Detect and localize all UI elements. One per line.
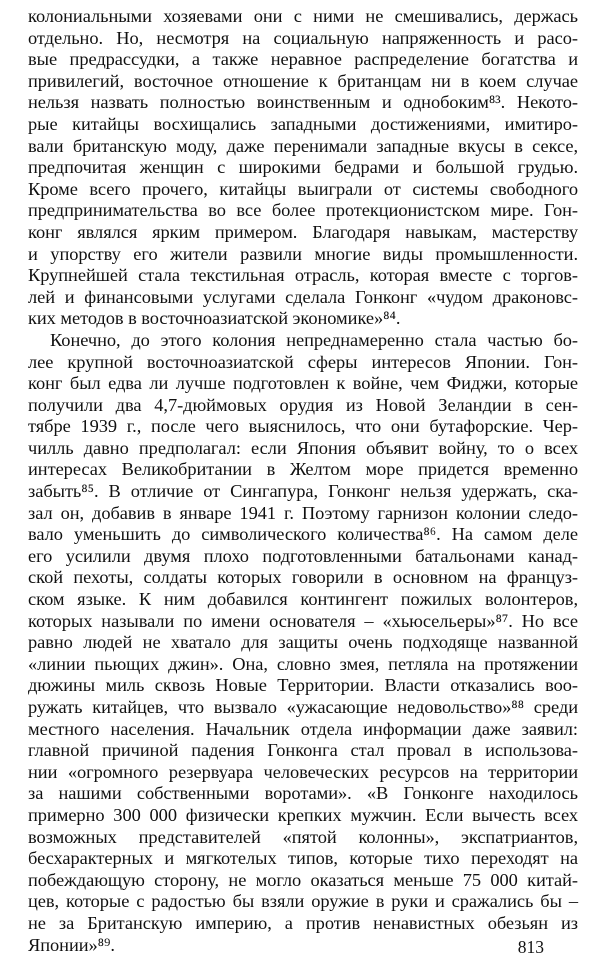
text-line: дюжины миль сквозь Новые Территории. Власти отказались воо- <box>28 675 578 696</box>
text-line: предпочитая женщин с широкими бедрами и большой грудью. <box>28 157 578 178</box>
text-line: отдельно. Но, несмотря на социальную напряженность и расо- <box>28 27 578 48</box>
text-line: рые китайцы восхищались западными достижениями, имитиро- <box>28 113 578 134</box>
text-line: ской пехоты, солдаты которых говорили в основном на француз- <box>28 567 578 588</box>
text-line: тябре 1939 г., после чего выяснилось, что они бутафорские. Чер- <box>28 416 578 437</box>
text-line: которых называли по имени основателя – «хьюсельеры»⁸⁷. Но все <box>28 610 578 631</box>
text-line: побеждающую сторону, не могло оказаться меньше 75 000 китай- <box>28 869 578 890</box>
text-line: вые предрассудки, а также неравное распределение богатства и <box>28 49 578 70</box>
text-line: предпринимательства во все более протекционистском мире. Гон- <box>28 200 578 221</box>
text-line: ружать китайцев, что вызвало «ужасающие недовольство»⁸⁸ среди <box>28 697 578 717</box>
text-line: ском языке. К ним добавился контингент пожилых волонтеров, <box>28 589 578 610</box>
text-line: лей и финансовыми услугами сделала Гонконг «чудом драконовс- <box>28 286 578 307</box>
page-number: 813 <box>517 937 544 957</box>
text-line: бесхарактерных и мягкотелых типов, которые тихо переходят на <box>28 848 578 869</box>
text-line: чилль давно предполагал: если Япония объявит войну, то о всех <box>28 437 578 458</box>
text-line: «линии пьющих джин». Она, словно змея, петляла на протяжении <box>28 653 578 674</box>
text-line: не за Британскую империю, а против ненавистных обезьян из <box>28 912 578 933</box>
text-line: и упорству его жители развили многие виды промышленности. <box>28 243 578 264</box>
text-line: его усилили двумя плохо подготовленными батальонами канад- <box>28 545 578 566</box>
text-line: колониальными хозяевами они с ними не смешивались, держась <box>28 6 578 26</box>
text-line: вали британскую моду, даже перенимали западные вкусы в сексе, <box>28 135 578 156</box>
text-line: равно людей не хватало для защиты очень подходяще названной <box>28 632 578 653</box>
text-line: цев, которые с радостью бы взяли оружие в руки и сражались бы – <box>28 891 578 912</box>
text-line: забыть⁸⁵. В отличие от Сингапура, Гонконг нельзя удержать, ска- <box>28 481 578 502</box>
text-line: лее крупной восточноазиатской сферы интересов Японии. Гон- <box>28 351 578 372</box>
text-line: Крупнейшей стала текстильная отрасль, которая вместе с торгов- <box>28 265 578 286</box>
text-line: примерно 300 000 физически крепких мужчин. Если вычесть всех <box>28 804 578 825</box>
text-line: возможных представителей «пятой колонны», экспатриантов, <box>28 826 578 847</box>
text-line: конг был едва ли лучше подготовлен к войне, чем Фиджи, которые <box>28 373 578 394</box>
text-line: привилегий, восточное отношение к британцам ни в коем случае <box>28 70 578 91</box>
paragraph-first-line: Конечно, до этого колония непреднамеренно стала частью бо- <box>50 329 578 350</box>
text-line: зал он, добавив в январе 1941 г. Поэтому гарнизон колонии следо- <box>28 502 578 523</box>
text-line: местного населения. Начальник отдела информации даже заявил: <box>28 718 578 739</box>
text-line: вало уменьшить до символического количества⁸⁶. На самом деле <box>28 524 578 545</box>
text-line: ких методов в восточноазиатской экономике»⁸⁴. <box>28 308 401 329</box>
body-text <box>28 6 578 956</box>
text-line: интересах Великобритании в Желтом море придется временно <box>28 459 578 480</box>
text-line: нии «огромного резервуара человеческих ресурсов на территории <box>28 761 578 782</box>
text-line: нельзя назвать полностью воинственным и однобоким⁸³. Некото- <box>28 92 578 113</box>
text-line: получили два 4,7-дюймовых орудия из Новой Зеландии в сен- <box>28 394 578 415</box>
text-line: Японии»⁸⁹. <box>28 934 115 955</box>
text-line: за нашими собственными воротами». «В Гонконге находилось <box>28 783 578 804</box>
text-line: главной причиной падения Гонконга стал провал в использова- <box>28 740 578 761</box>
text-line: конг являлся ярким примером. Благодаря навыкам, мастерству <box>28 221 578 242</box>
text-line: Кроме всего прочего, китайцы выиграли от системы свободного <box>28 178 578 199</box>
